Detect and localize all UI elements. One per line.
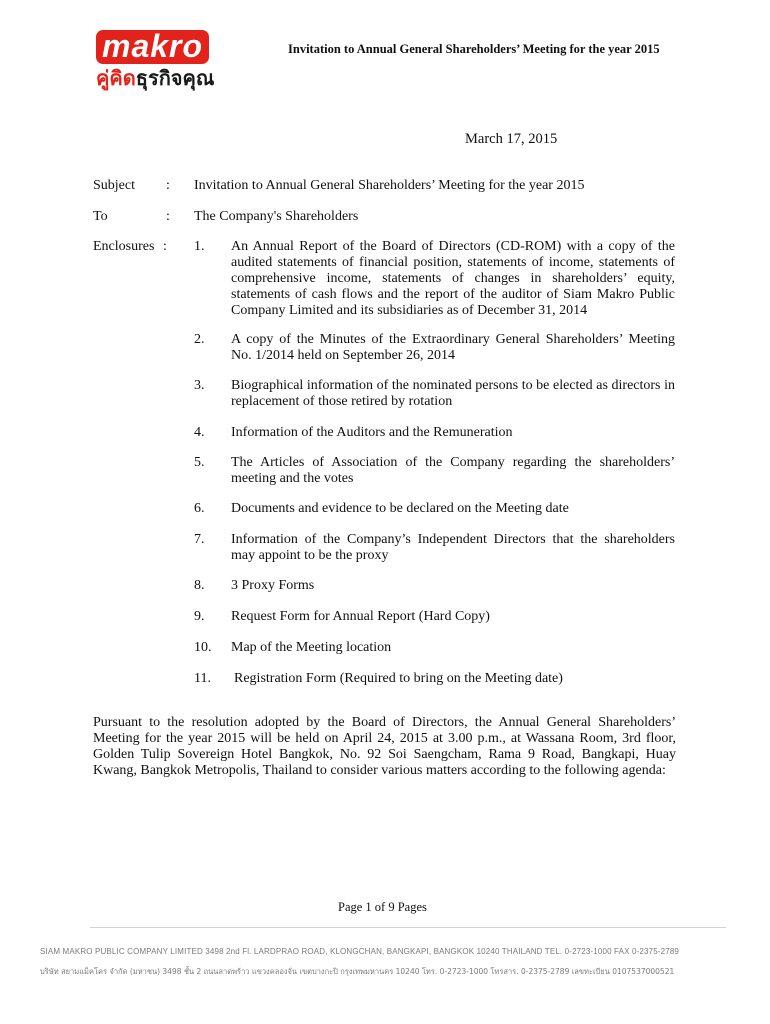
letter-date: March 17, 2015 <box>465 131 558 147</box>
logo-tagline <box>96 66 246 90</box>
enclosure-number: 5. <box>194 455 205 470</box>
enclosure-number: 4. <box>194 425 205 440</box>
company-logo <box>96 30 246 90</box>
enclosure-text: Information of the Auditors and the Remuneration <box>231 425 513 440</box>
body-paragraph: Pursuant to the resolution adopted by the Board of Directors, the Annual General Shareholders’ Meeting for the year 2015 will be held on April 24, 2015 at 3.00 p.m., at Wassana Room, 3rd floor, Golden Tulip Sovereign Hotel Bangkok, No. 92 Soi Saengcham, Rama 9 Road, Bangkapi, Huay Kwang, Bangkok Metropolis, Thailand to consider various matters according to the following agenda: <box>93 715 676 778</box>
enclosure-number: 3. <box>194 378 205 393</box>
enclosure-number: 7. <box>194 532 205 547</box>
enclosure-text: Registration Form (Required to bring on the Meeting date) <box>234 671 563 686</box>
enclosures-colon: : <box>163 239 167 254</box>
enclosure-number: 2. <box>194 332 205 347</box>
header-title: Invitation to Annual General Shareholders’ Meeting for the year 2015 <box>288 42 660 56</box>
enclosure-number: 1. <box>194 239 205 254</box>
logo-tagline-suffix: ธุรกิจคุณ <box>135 66 215 90</box>
logo-brand-mark: makro <box>96 30 209 64</box>
enclosure-number: 11. <box>194 671 211 686</box>
enclosure-number: 9. <box>194 609 205 624</box>
enclosure-text: Biographical information of the nominated persons to be elected as directors in replacement of those retired by rotation <box>231 378 675 409</box>
page-number: Page 1 of 9 Pages <box>338 900 427 914</box>
subject-colon: : <box>166 178 170 193</box>
enclosure-number: 6. <box>194 501 205 516</box>
logo-tagline-prefix: คู่คิด <box>96 66 136 90</box>
enclosure-text: Documents and evidence to be declared on the Meeting date <box>231 501 569 516</box>
enclosure-text: An Annual Report of the Board of Directors (CD-ROM) with a copy of the audited statements of financial position, statements of income, statements of comprehensive income, statements of changes in shareholders’ equity, statements of cash flows and the report of the auditor of Siam Makro Public Company Limited and its subsidiaries as of December 31, 2014 <box>231 239 675 318</box>
enclosure-number: 10. <box>194 640 212 655</box>
enclosure-text: Map of the Meeting location <box>231 640 392 655</box>
subject-label: Subject <box>93 178 135 193</box>
to-label: To <box>93 209 108 224</box>
enclosure-text: Request Form for Annual Report (Hard Copy) <box>231 609 490 624</box>
subject-value: Invitation to Annual General Shareholders’ Meeting for the year 2015 <box>194 178 585 193</box>
footer-address-english: SIAM MAKRO PUBLIC COMPANY LIMITED 3498 2nd Fl. LARDPRAO ROAD, KLONGCHAN, BANGKAPI, BANGKOK 10240 THAILAND TEL. 0-2723-1000 FAX 0-2375-2789 <box>40 947 680 956</box>
enclosure-text: A copy of the Minutes of the Extraordinary General Shareholders’ Meeting No. 1/2014 held on September 26, 2014 <box>231 332 675 363</box>
enclosure-number: 8. <box>194 578 205 593</box>
to-colon: : <box>166 209 170 224</box>
to-value: The Company's Shareholders <box>194 209 359 224</box>
footer-divider <box>90 927 726 928</box>
enclosure-text: 3 Proxy Forms <box>231 578 315 593</box>
enclosure-text: The Articles of Association of the Company regarding the shareholders’ meeting and the votes <box>231 455 675 486</box>
enclosures-label: Enclosures <box>93 239 155 254</box>
footer-address-thai: บริษัท สยามแม็คโคร จำกัด (มหาชน) 3498 ชั้น 2 ถนนลาดพร้าว แขวงคลองจั่น เขตบางกะปิ กรุงเทพมหานคร 10240 โทร. 0-2723-1000 โทรสาร. 0-2375-2789 เลขทะเบียน 0107537000521 <box>40 967 675 976</box>
enclosure-text: Information of the Company’s Independent Directors that the shareholders may appoint to be the proxy <box>231 532 675 563</box>
